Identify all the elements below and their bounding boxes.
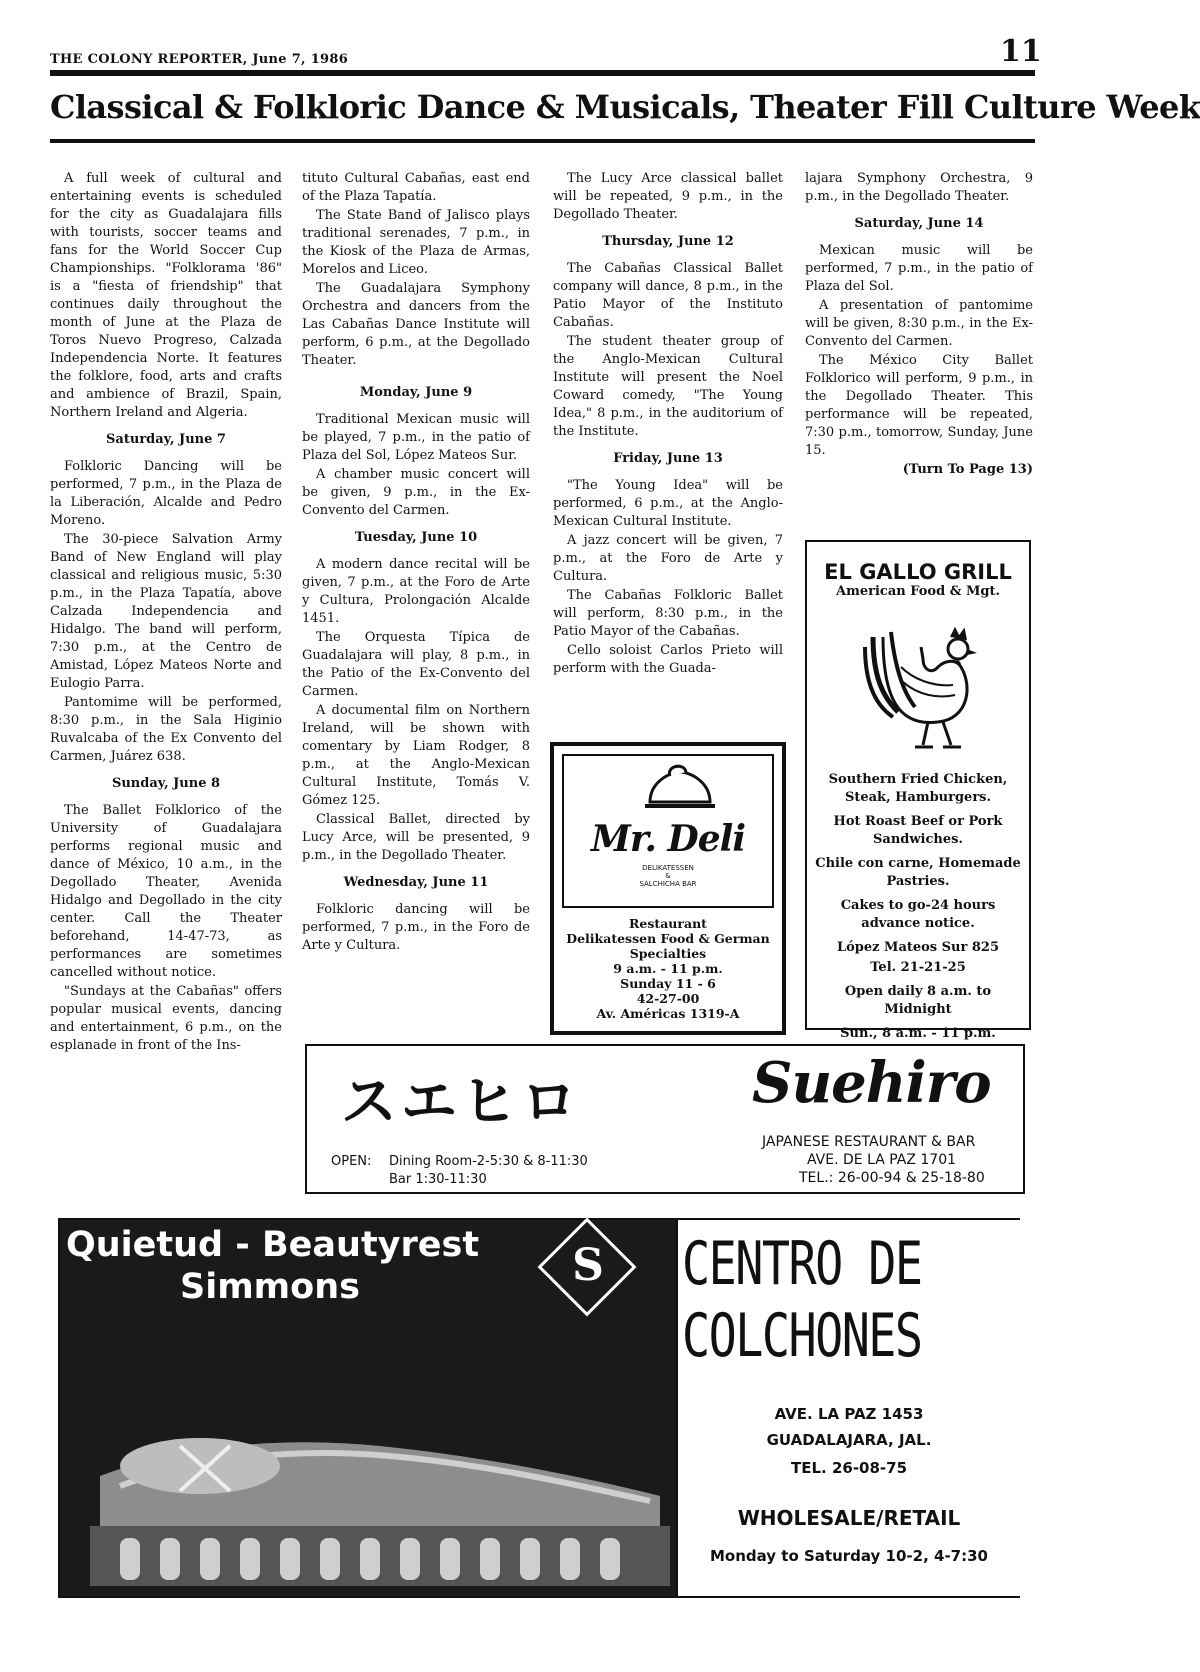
suehiro-phone: TEL.: 26-00-94 & 25-18-80 (799, 1170, 985, 1186)
paragraph: The State Band of Jalisco plays traditional serenades, 7 p.m., in the Kiosk of the Plaza de Armas, Morelos and Liceo. (302, 208, 530, 277)
paragraph: A presentation of pantomime will be given, 8:30 p.m., in the Ex-Convento del Carmen. (805, 298, 1033, 349)
simmons-brand-line: Quietud - Beautyrest (66, 1225, 480, 1265)
continuation-note: (Turn To Page 13) (902, 462, 1033, 477)
suehiro-bar-hours: Bar 1:30-11:30 (389, 1172, 487, 1187)
menu-line: Hot Roast Beef or Pork Sandwiches. (833, 814, 1003, 847)
suehiro-ad (305, 1044, 1025, 1194)
deli-subtitle: DELIKATESSEN (642, 864, 694, 872)
paragraph: tituto Cultural Cabañas, east end of the Plaza Tapatía. (302, 171, 530, 204)
article-column-3 (553, 170, 783, 679)
suehiro-dining-hours: Dining Room-2-5:30 & 8-11:30 (389, 1154, 588, 1169)
simmons-brand-name: Simmons (180, 1267, 360, 1307)
deli-line: Restaurant (629, 916, 707, 931)
paragraph: The México City Ballet Folklorico will perform, 9 p.m., in the Degollado Theater. This performance will be repeated, 7:30 p.m., tomorrow, Sunday, June 15. (805, 353, 1033, 458)
mattress-photo-panel (60, 1220, 676, 1596)
paragraph: The Guadalajara Symphony Orchestra and dancers from the Las Cabañas Dance Institute will perform, 6 p.m., at the Degollado Theater. (302, 281, 530, 368)
rooster-icon (843, 607, 993, 757)
paragraph: Pantomime will be performed, 8:30 p.m., in the Sala Higinio Ruvalcaba of the Ex Convento del Carmen, Juárez 638. (50, 695, 282, 764)
paragraph: The Cabañas Classical Ballet company will dance, 8 p.m., in the Patio Mayor of the Instituto Cabañas. (553, 261, 783, 330)
suehiro-open-label: OPEN: (331, 1154, 372, 1169)
date-heading: Friday, June 13 (613, 451, 723, 466)
deli-address: Av. Américas 1319-A (596, 1006, 740, 1021)
store-address: AVE. LA PAZ 1453 (774, 1405, 924, 1423)
headline: Classical & Folkloric Dance & Musicals, Theater Fill Culture Week (50, 88, 1200, 126)
deli-hours: 9 a.m. - 11 p.m. (613, 961, 723, 976)
paragraph: A documental film on Northern Ireland, will be shown with comentary by Liam Rodger, 8 p.m., at the Anglo-Mexican Cultural Institute, Tomás V. Gómez 125. (302, 703, 530, 808)
deli-phone: 42-27-00 (636, 991, 700, 1006)
menu-line: Cakes to go-24 hours advance notice. (840, 898, 996, 931)
menu-line: Southern Fried Chicken, Steak, Hamburgers. (828, 772, 1008, 805)
date-heading: Sunday, June 8 (111, 776, 221, 791)
article-column-2 (302, 170, 530, 956)
paragraph: A full week of cultural and entertaining events is scheduled for the city as Guadalajara fills with tourists, soccer teams and fans for the World Soccer Cup Championships. "Folklorama '86" is a "fiesta of friendship" that continues daily throughout the month of June at the Plaza de Toros Nuevo Progreso, Calzada Independencia Norte. It features the folklore, food, arts and crafts and ambience of Brazil, Spain, Northern Ireland and Algeria. (50, 171, 282, 420)
paragraph: Folkloric dancing will be performed, 7 p.m., in the Foro de Arte y Cultura. (302, 902, 530, 953)
date-heading: Thursday, June 12 (602, 234, 734, 249)
suehiro-kana-logo: スエヒロ (341, 1070, 581, 1135)
deli-subtitle: SALCHICHA BAR (639, 880, 697, 888)
paragraph: Folkloric Dancing will be performed, 7 p.m., in the Plaza de la Liberación, Alcalde and Pedro Moreno. (50, 459, 282, 528)
logo-frame (562, 754, 774, 908)
ad-hours: Open daily 8 a.m. to Midnight (844, 984, 992, 1017)
suehiro-name: Suehiro (752, 1050, 991, 1116)
deli-name: Mr. Deli (590, 818, 746, 860)
date-heading: Tuesday, June 10 (354, 530, 478, 545)
paragraph: The Cabañas Folkloric Ballet will perform, 8:30 p.m., in the Patio Mayor of the Cabañas. (553, 588, 783, 639)
paragraph: "The Young Idea" will be performed, 6 p.m., at the Anglo-Mexican Cultural Institute. (553, 478, 783, 529)
paragraph: "Sundays at the Cabañas" offers popular musical events, dancing and entertainment, 6 p.m., on the esplanade in front of the Ins- (50, 984, 282, 1053)
paragraph: Mexican music will be performed, 7 p.m., in the patio of Plaza del Sol. (805, 243, 1033, 294)
store-hours: Monday to Saturday 10-2, 4-7:30 (709, 1547, 988, 1565)
store-info-panel (676, 1220, 1020, 1596)
paragraph: The Ballet Folklorico of the University of Guadalajara performs regional music and dance of México, 10 a.m., in the Degollado Theater, Avenida Hidalgo and Degollado in the city center. Call the Theater beforehand, 14-47-73, as performances are sometimes cancelled without notice. (50, 803, 282, 980)
date-heading: Monday, June 9 (359, 385, 473, 400)
article-column-4 (805, 170, 1033, 480)
store-city: GUADALAJARA, JAL. (766, 1431, 932, 1449)
paragraph: The Orquesta Típica de Guadalajara will play, 8 p.m., in the Patio of the Ex-Convento del Carmen. (302, 630, 530, 699)
paragraph: A jazz concert will be given, 7 p.m., at the Foro de Arte y Cultura. (553, 533, 783, 584)
deli-subtitle: & (665, 872, 671, 880)
ad-title: EL GALLO GRILL (824, 560, 1012, 584)
suehiro-address: AVE. DE LA PAZ 1701 (807, 1152, 957, 1168)
deli-line: Delikatessen Food & German Specialties (566, 931, 770, 961)
chef-icon (640, 762, 720, 812)
paragraph: The student theater group of the Anglo-Mexican Cultural Institute will present the Noel Coward comedy, "The Young Idea," 8 p.m., in the auditorium of the Institute. (553, 334, 783, 439)
el-gallo-grill-ad (805, 540, 1031, 1041)
mr-deli-ad (550, 742, 786, 1035)
ad-hours: Sun., 8 a.m. - 11 p.m. (840, 1026, 996, 1041)
date-heading: Saturday, June 14 (854, 216, 984, 231)
simmons-mattress-ad (58, 1218, 1020, 1598)
date-heading: Wednesday, June 11 (343, 875, 489, 890)
deli-hours: Sunday 11 - 6 (620, 976, 716, 991)
menu-line: Chile con carne, Homemade Pastries. (815, 856, 1021, 889)
ad-address: López Mateos Sur 825 (836, 940, 1000, 955)
article-column-1 (50, 170, 282, 1056)
mattress-illustration (60, 1326, 676, 1596)
ad-phone: Tel. 21-21-25 (870, 960, 966, 975)
ad-subtitle: American Food & Mgt. (836, 584, 1000, 599)
paragraph: lajara Symphony Orchestra, 9 p.m., in the Degollado Theater. (805, 171, 1033, 204)
paragraph: Cello soloist Carlos Prieto will perform with the Guada- (553, 643, 783, 676)
date-heading: Saturday, June 7 (106, 432, 226, 447)
store-phone: TEL. 26-08-75 (790, 1459, 908, 1477)
suehiro-description: JAPANESE RESTAURANT & BAR (762, 1134, 976, 1150)
paragraph: The 30-piece Salvation Army Band of New England will play classical and religious music, 5:30 p.m., in the Plaza Tapatía, above Calzada Independencia and Hidalgo. The band will perform, 7:30 p.m., at the Centro de Amistad, López Mateos Norte and Eulogio Parra. (50, 532, 282, 691)
store-name-line-2: COLCHONES (682, 1301, 922, 1371)
paragraph: The Lucy Arce classical ballet will be repeated, 9 p.m., in the Degollado Theater. (553, 171, 783, 222)
headline-rule (50, 139, 1035, 143)
masthead: THE COLONY REPORTER, June 7, 1986 (50, 52, 349, 67)
page-number: 11 (1000, 34, 1042, 69)
paragraph: A modern dance recital will be given, 7 p.m., at the Foro de Arte y Cultura, Prolongación Alcalde 1451. (302, 557, 530, 626)
header-rule (50, 70, 1035, 76)
paragraph: Classical Ballet, directed by Lucy Arce, will be presented, 9 p.m., in the Degollado Theater. (302, 812, 530, 863)
store-name-line-1: CENTRO DE (682, 1229, 922, 1299)
simmons-logo-letter: S (572, 1240, 604, 1291)
store-wholesale: WHOLESALE/RETAIL (737, 1506, 961, 1530)
paragraph: Traditional Mexican music will be played, 7 p.m., in the patio of Plaza del Sol, López Mateos Sur. (302, 412, 530, 463)
paragraph: A chamber music concert will be given, 9 p.m., in the Ex-Convento del Carmen. (302, 467, 530, 518)
